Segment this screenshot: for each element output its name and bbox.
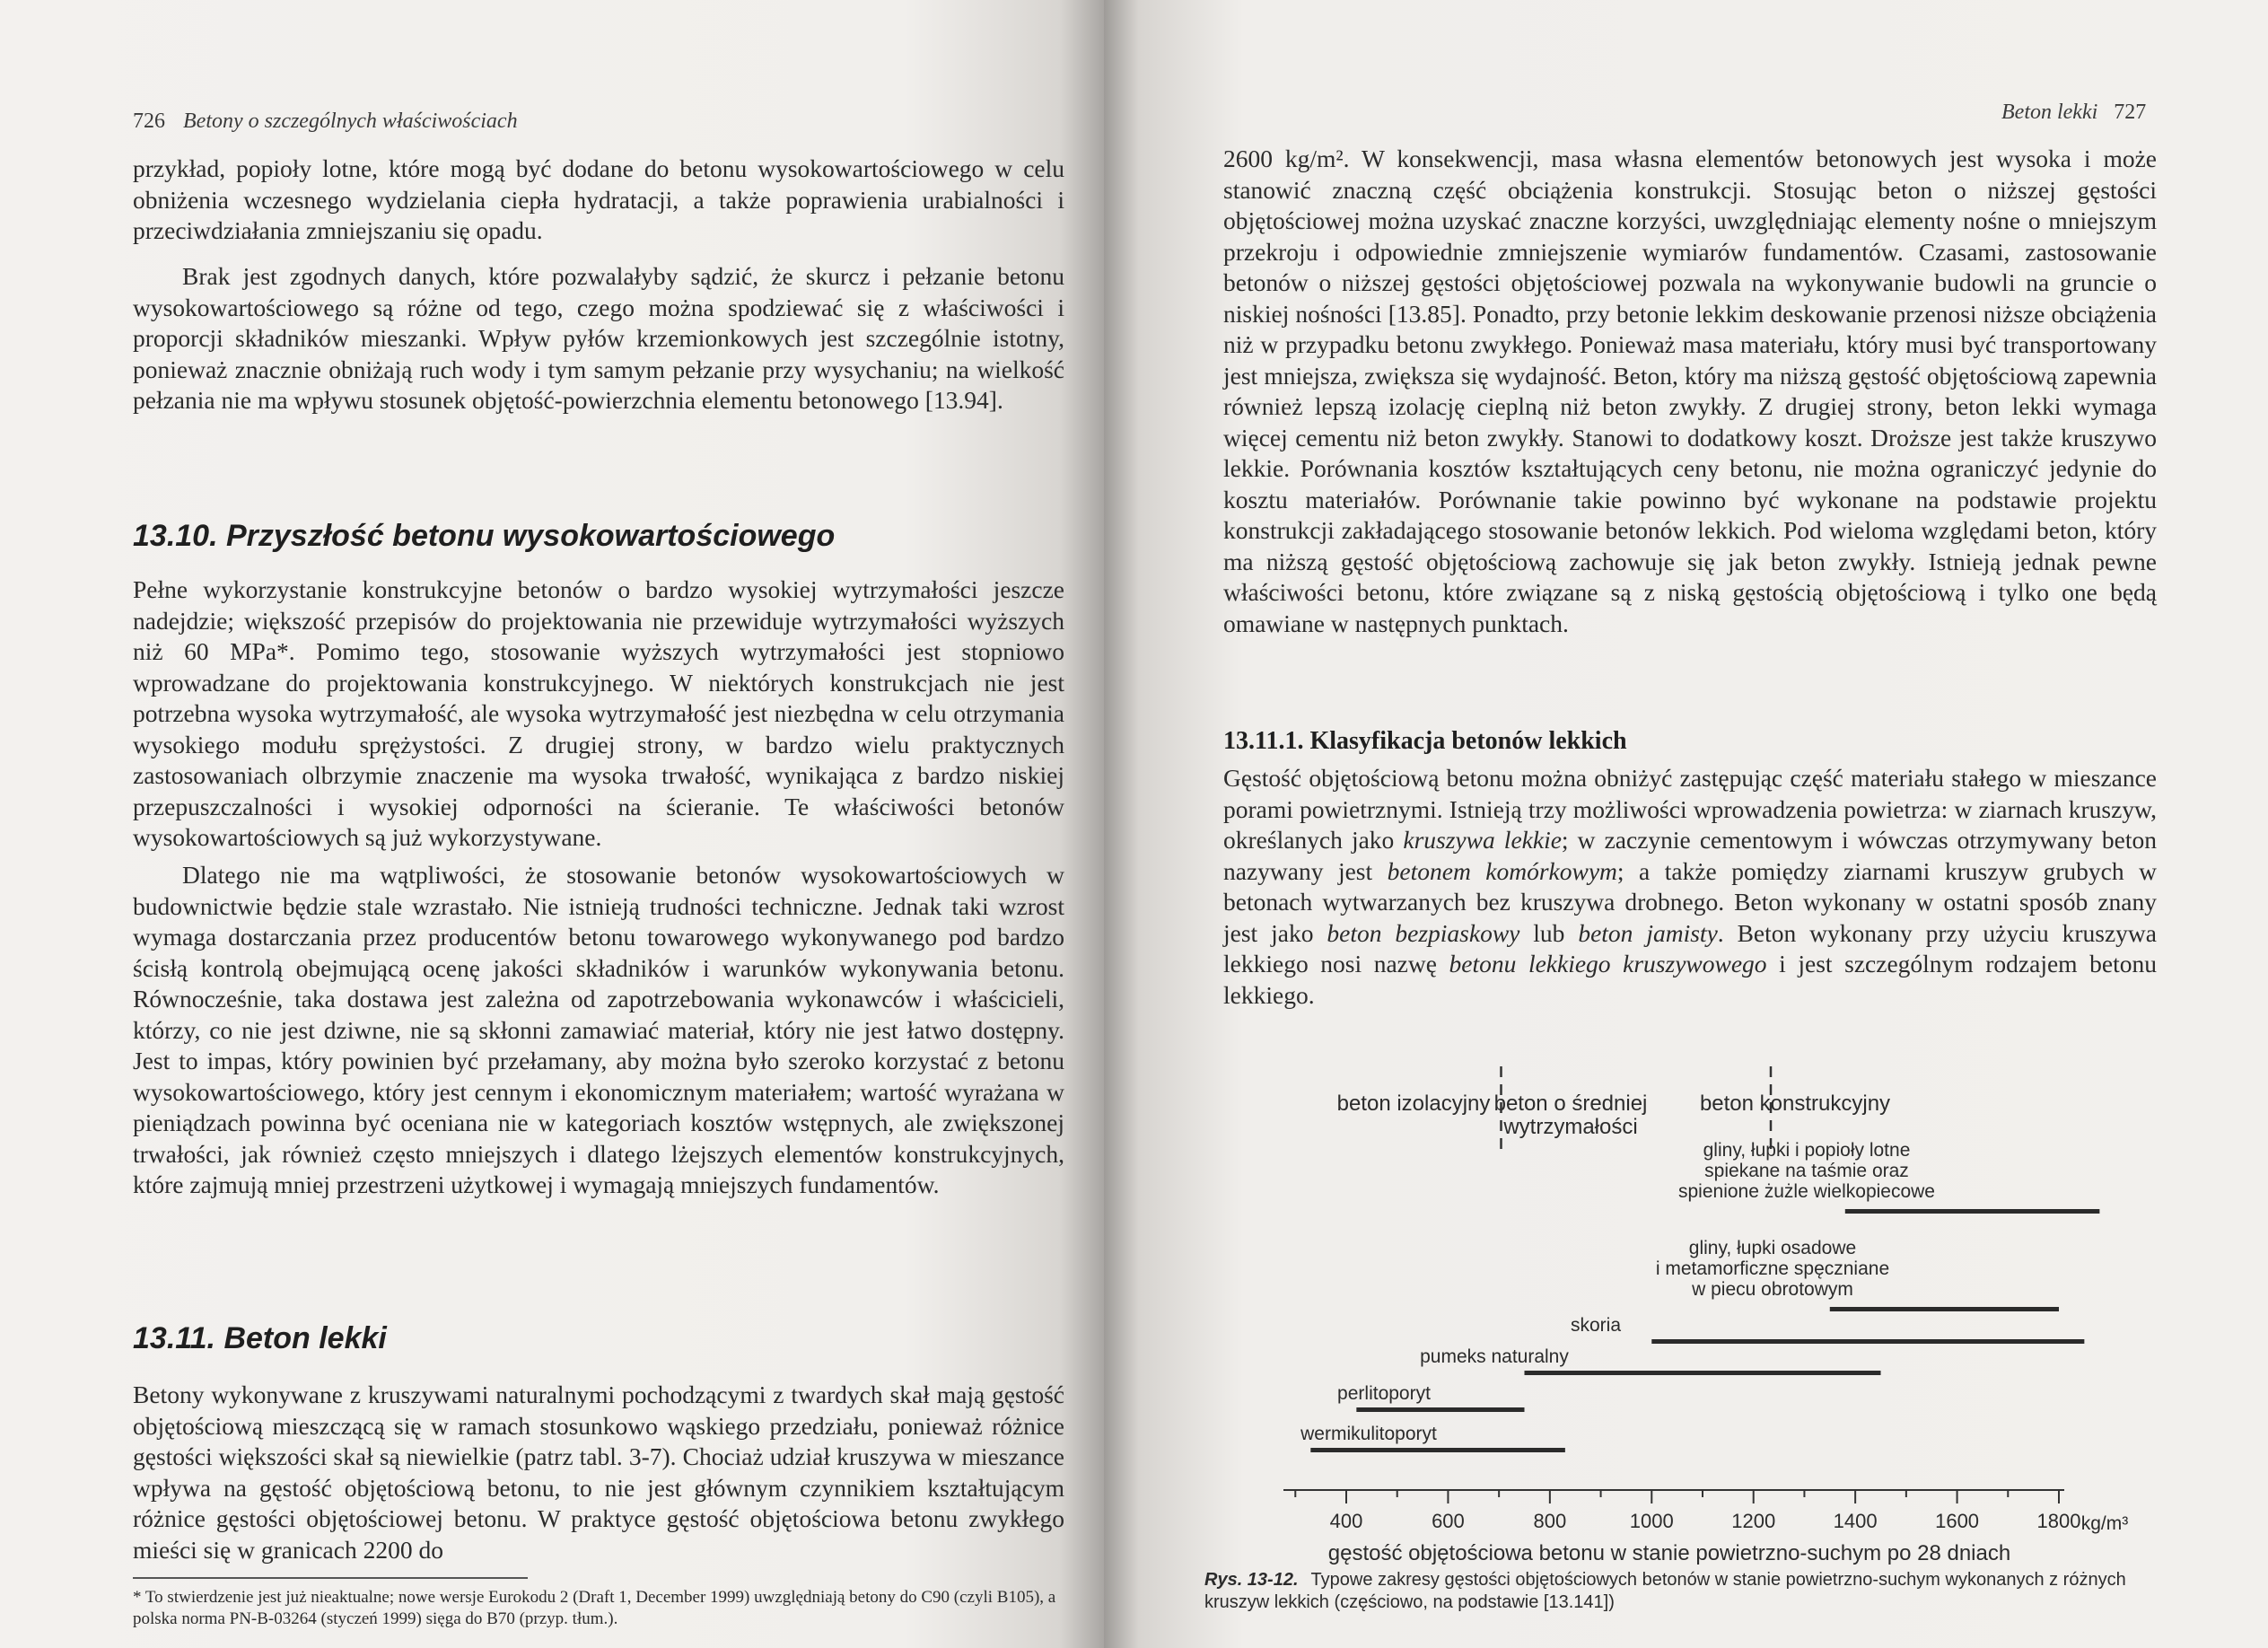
zone-label-1-0: beton o średniej (1493, 1091, 1648, 1116)
term-lightweight-aggregate: kruszywa lekkie (1403, 826, 1562, 854)
classification-text-a: Gęstość objętościową betonu można obniżyć zastępując część materiału stałego w mieszance porami powietrznymi. Istnieją trzy możliwości wprowadzenia powietrza: w ziarnach kruszyw, określanych jako (1223, 764, 2157, 854)
term-porous-concrete: beton jamisty (1578, 918, 1718, 947)
tick-label-1400: 1400 (1833, 1510, 1878, 1532)
range-label-1-2: w piecu obrotowym (1692, 1279, 1853, 1300)
classification-text-k: i jest szczególnym rodzajem betonu lekkiego. (1223, 950, 2157, 1009)
footnote-rule (133, 1577, 528, 1579)
zone-label-1-1: wytrzymałości (1503, 1115, 1638, 1139)
range-bar-5 (1310, 1448, 1565, 1452)
range-label-3-0: pumeks naturalny (1420, 1346, 1569, 1367)
tick-label-1600: 1600 (1935, 1510, 1980, 1532)
left-page (0, 0, 1104, 1648)
range-label-2-0: skoria (1570, 1315, 1622, 1336)
zone-label-0-0: beton izolacyjny (1336, 1091, 1491, 1116)
left-page-header (133, 110, 518, 134)
range-bar-1 (1830, 1307, 2059, 1311)
range-label-4-0: perlitoporyt (1337, 1383, 1431, 1404)
tick-label-1200: 1200 (1731, 1510, 1776, 1532)
paragraph-lightweight-intro: Betony wykonywane z kruszywami naturalnymi pochodzącymi z twardych skał mają gęstość objętościową mieszczącą się w ramach stosunkowo wąskiego przedziału, ponieważ różnice gęstości większości skał są niewielkie (patrz tabl. 3-7). Chociaż udział kruszywa w mieszance wpływa na gęstość objętościową betonu, to nie jest głównym czynnikiem kształtującym różnice gęstości objętościowej betonu. W praktyce gęstość objętościowa betonu zwykłego mieści się w granicach 2200 do (133, 1381, 1064, 1564)
term-no-fines-concrete: beton bezpiaskowy (1327, 918, 1520, 947)
section-13-11-1-heading: 13.11.1. Klasyfikacja betonów lekkich (1223, 727, 1627, 755)
x-axis (1283, 1490, 2128, 1565)
range-label-0-0: gliny, łupki i popioły lotne (1703, 1140, 1911, 1161)
term-cellular-concrete: betonem komórkowym (1387, 856, 1617, 885)
zone-group (1337, 1066, 1890, 1149)
axis-unit: kg/m³ (2080, 1513, 2129, 1534)
density-range-chart (1274, 1050, 2136, 1571)
tick-label-1000: 1000 (1629, 1510, 1674, 1532)
paragraph-density-benefits: 2600 kg/m². W konsekwencji, masa własna elementów betonowych jest wysoka i może stanowić znaczną część obciążenia konstrukcji. Stosując beton o niższej gęstości objętościowej można uzyskać znaczne korzyści, uwzględniając elementy nośne o mniejszym przekroju i odpowiednie zmniejszenie wymiarów fundamentów. Czasami, zastosowanie betonów o niższej gęstości objętościowej pozwala na wykonywanie budowli na gruncie o niskiej nośności [13.85]. Ponadto, przy betonie lekkim deskowanie przenosi niższe obciążenia niż w przypadku betonu zwykłego. Ponieważ masa materiału, który musi być transportowany jest mniejsza, zwiększa się wydajność. Beton, który ma niższą gęstość objętościową zapewnia również lepszą izolację cieplną niż beton zwykły. Z drugiej strony, beton lekki wymaga więcej cementu niż beton zwykły. Stanowi to dodatkowy koszt. Droższe jest także kruszywo lekkie. Porównania kosztów kształtujących ceny betonu, nie można ograniczyć jedynie do kosztu materiałów. Porównanie takie powinno być wykonane na podstawie projektu konstrukcji zakładającego stosowanie betonów lekkich. Pod wieloma względami beton, który ma niższą gęstość objętościową zachowuje się jak beton zwykły. Istnieją jednak pewne właściwości betonu, które związane są z niską gęstością objętościową i tylko one będą omawiane w następnych punktach. (1223, 145, 2157, 637)
right-page-header (2001, 101, 2146, 125)
left-page-number: 726 (133, 110, 165, 133)
tick-label-400: 400 (1329, 1510, 1363, 1532)
tick-label-1800: 1800 (2036, 1510, 2081, 1532)
figure-caption-text: Typowe zakresy gęstości objętościowych betonów w stanie powietrzno-suchym wykonanych z różnych kruszyw lekkich (częściowo, na podstawie [13.141]) (1204, 1570, 2126, 1612)
tick-label-800: 800 (1533, 1510, 1567, 1532)
left-page-running-title: Betony o szczególnych właściwościach (183, 110, 518, 133)
range-bar-2 (1651, 1339, 2084, 1344)
classification-text-e: ; a także pomiędzy ziarnami kruszyw grubych w betonach wytwarzanych bez kruszywa drobnego. Beton wykonany w ostatni sposób znany jest jako (1223, 856, 2157, 947)
section-13-10-heading: 13.10. Przyszłość betonu wysokowartościowego (133, 519, 836, 553)
zone-label-2-0: beton konstrukcyjny (1699, 1091, 1891, 1116)
tick-label-600: 600 (1432, 1510, 1465, 1532)
paragraph-classification (1223, 763, 2157, 1011)
figure-label: Rys. 13-12. (1204, 1570, 1299, 1590)
paragraph-future-1: Pełne wykorzystanie konstrukcyjne betonów o bardzo wysokiej wytrzymałości jeszcze nadejdzie; większość przepisów do projektowania nie przewiduje wytrzymałości wyższych niż 60 MPa*. Pomimo tego, stosowanie wyższych wytrzymałości jest stopniowo wprowadzane do projektowania konstrukcyjnego. W niektórych konstrukcjach nie jest potrzebna wysoka wytrzymałość, ale wysoka wytrzymałość jest niezbędna w celu otrzymania wysokiego modułu sprężystości. Z drugiej strony, w bardzo wielu praktycznych zastosowaniach olbrzymie znaczenie ma wysoka trwałość, wynikająca z bardzo niskiej przepuszczalności i wysokiej odporności na ścieranie. Te właściwości betonów wysokowartościowych są już wykorzystywane. (133, 575, 1064, 851)
range-bar-3 (1525, 1371, 1881, 1375)
right-page-running-title: Beton lekki (2001, 101, 2098, 124)
paragraph-shrinkage: Brak jest zgodnych danych, które pozwalałyby sądzić, że skurcz i pełzanie betonu wysokowartościowego są różne od tego, czego można spodziewać się z właściwości i proporcji składników mieszanki. Wpływ pyłów krzemionkowych jest szczególnie istotny, ponieważ znacznie obniżają ruch wody i tym samym pełzanie przy wysychaniu; na wielkość pełzania nie ma wpływu stosunek objętość-powierzchnia elementu betonowego [13.94]. (133, 262, 1064, 414)
range-label-1-0: gliny, łupki osadowe (1688, 1238, 1857, 1258)
range-label-0-1: spiekane na taśmie oraz (1704, 1161, 1909, 1181)
paragraph-admixtures: przykład, popioły lotne, które mogą być dodane do betonu wysokowartościowego w celu obniżenia wczesnego wydzielania ciepła hydratacji, a także poprawienia urabialności i przeciwdziałania zmniejszaniu się opadu. (133, 154, 1064, 244)
classification-text-g: lub (1519, 918, 1579, 947)
bar-group (1300, 1140, 2099, 1452)
figure-caption (1204, 1569, 2156, 1614)
range-label-1-1: i metamorficzne spęczniane (1655, 1258, 1890, 1279)
classification-text-c: ; w zaczynie cementowym i wówczas otrzymywany beton nazywany jest (1223, 826, 2157, 885)
section-13-11-heading: 13.11. Beton lekki (133, 1321, 387, 1355)
paragraph-future-2: Dlatego nie ma wątpliwości, że stosowanie betonów wysokowartościowych w budownictwie będzie stale wzrastało. Nie istnieją trudności techniczne. Jednak taki wzrost wymaga dostarczania przez producentów betonu towarowego wykonywanego pod bardzo ścisłą kontrolą obejmującą ocenę jakości składników i warunków wykonywania betonu. Równocześnie, taka dostawa jest zależna od zapotrzebowania wykonawców i właścicieli, którzy, co nie jest dziwne, nie są skłonni zamawiać materiał, który nie jest łatwo dostępny. Jest to impas, który powinien być przełamany, aby można było szeroko korzystać z betonu wysokowartościowego, który jest cennym i ekonomicznym materiałem; wartość wyrażana w pieniądzach powinna być oceniana nie w kategoriach kosztów wstępnych, ale zwiększonej trwałości, jak również często mniejszych i dlatego lżejszych elementów konstrukcyjnych, które zajmują mniej przestrzeni użytkowej i wymagają mniejszych fundamentów. (133, 861, 1064, 1198)
range-bar-4 (1356, 1407, 1524, 1412)
range-label-5-0: wermikulitoporyt (1300, 1424, 1437, 1444)
term-lightweight-aggregate-concrete: betonu lekkiego kruszywowego (1449, 950, 1767, 977)
range-label-0-2: spienione żużle wielkopiecowe (1677, 1181, 1936, 1202)
classification-text-i: . Beton wykonany przy użyciu kruszywa lekkiego nosi nazwę (1223, 918, 2157, 977)
range-bar-0 (1845, 1209, 2100, 1214)
x-axis-label: gęstość objętościowa betonu w stanie powietrzno-suchym po 28 dniach (1327, 1541, 2011, 1565)
right-page-number: 727 (2114, 101, 2147, 124)
footnote: * To stwierdzenie jest już nieaktualne; nowe wersje Eurokodu 2 (Draft 1, December 1999) uwzględniają betony do C90 (czyli B105), a polska norma PN-B-03264 (styczeń 1999) sięga do B70 (przyp. tłum.). (133, 1588, 1056, 1628)
